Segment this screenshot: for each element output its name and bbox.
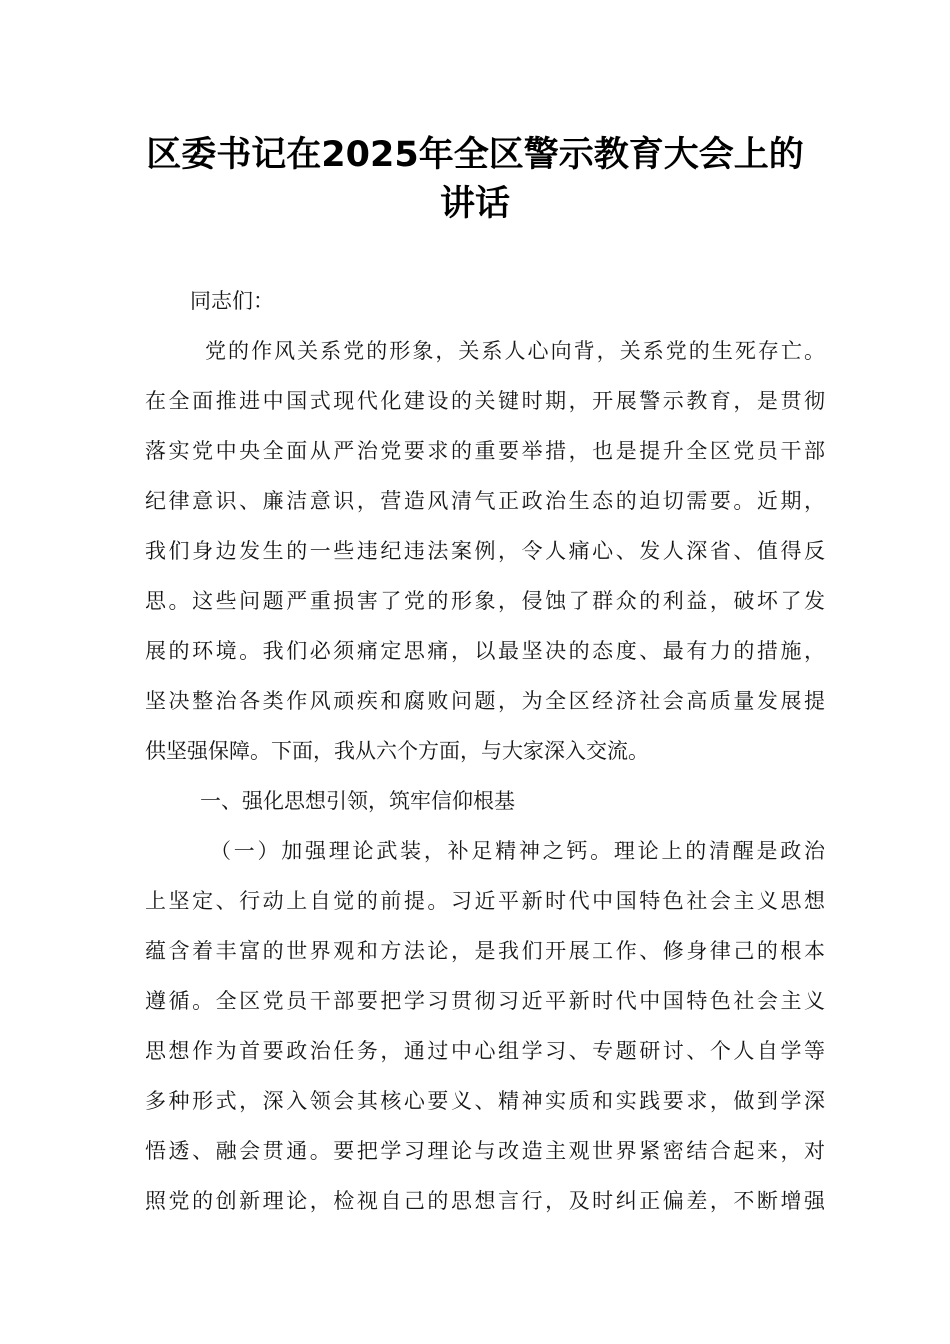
section-heading: 一、强化思想引领，筑牢信仰根基: [200, 789, 515, 813]
subsection-line: 思想作为首要政治任务，通过中心组学习、专题研讨、个人自学等: [145, 1039, 825, 1063]
intro-line: 展的环境。我们必须痛定思痛，以最坚决的态度、最有力的措施，: [145, 639, 825, 663]
salutation: 同志们：: [190, 289, 274, 313]
intro-line: 供坚强保障。下面，我从六个方面，与大家深入交流。: [145, 739, 649, 763]
document-title-line-1: 区委书记在2025年全区警示教育大会上的: [146, 135, 804, 175]
subsection-line: 蕴含着丰富的世界观和方法论，是我们开展工作、修身律己的根本: [145, 939, 825, 963]
intro-line: 我们身边发生的一些违纪违法案例，令人痛心、发人深省、值得反: [145, 539, 825, 563]
subsection-line: 多种形式，深入领会其核心要义、精神实质和实践要求，做到学深: [145, 1089, 825, 1113]
subsection-line: 照党的创新理论，检视自己的思想言行，及时纠正偏差，不断增强: [145, 1189, 825, 1213]
intro-line: 落实党中央全面从严治党要求的重要举措，也是提升全区党员干部: [145, 439, 825, 463]
subsection-line: （一）加强理论武装，补足精神之钙。理论上的清醒是政治: [210, 839, 825, 863]
intro-line: 在全面推进中国式现代化建设的关键时期，开展警示教育，是贯彻: [145, 389, 825, 413]
intro-line: 思。这些问题严重损害了党的形象，侵蚀了群众的利益，破坏了发: [145, 589, 825, 613]
subsection-line: 悟透、融会贯通。要把学习理论与改造主观世界紧密结合起来，对: [145, 1139, 825, 1163]
intro-line: 党的作风关系党的形象，关系人心向背，关系党的生死存亡。: [205, 339, 825, 363]
subsection-line: 上坚定、行动上自觉的前提。习近平新时代中国特色社会主义思想: [145, 889, 825, 913]
intro-line: 纪律意识、廉洁意识，营造风清气正政治生态的迫切需要。近期，: [145, 489, 825, 513]
document-title-line-2: 讲话: [439, 184, 510, 224]
subsection-line: 遵循。全区党员干部要把学习贯彻习近平新时代中国特色社会主义: [145, 989, 825, 1013]
intro-line: 坚决整治各类作风顽疾和腐败问题，为全区经济社会高质量发展提: [145, 689, 825, 713]
